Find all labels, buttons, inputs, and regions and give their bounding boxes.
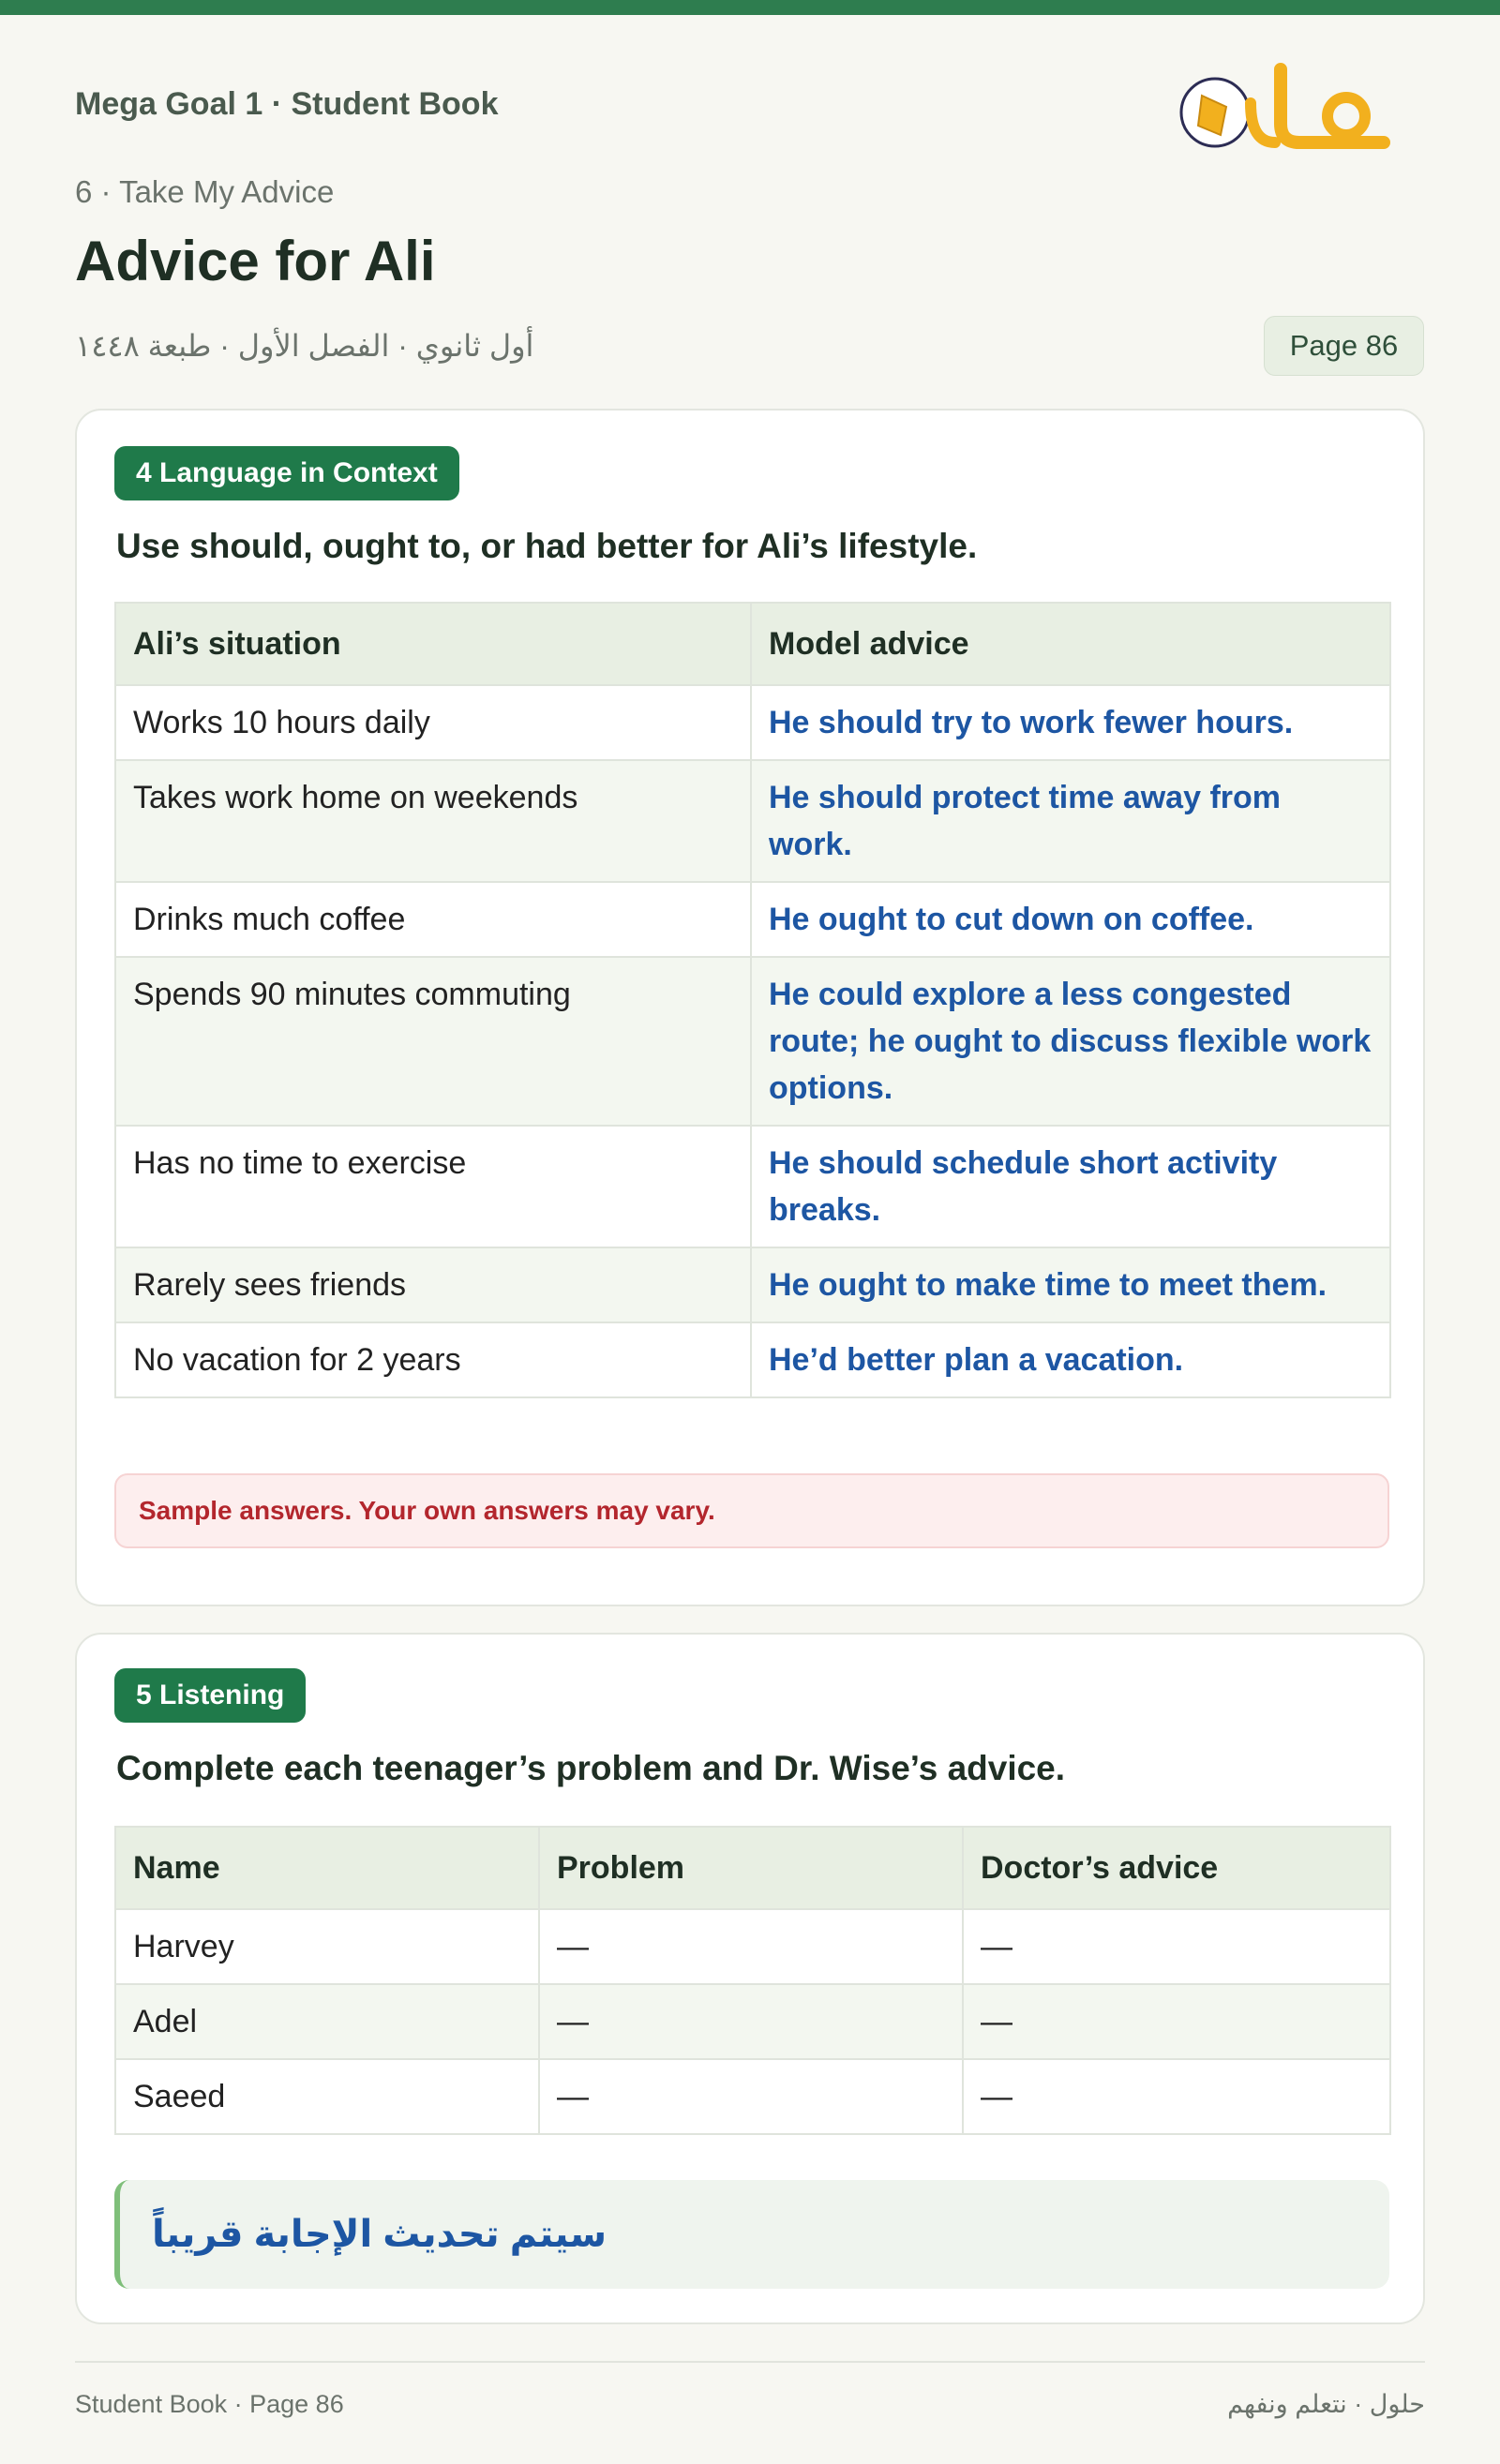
table-row [115,1247,1390,1322]
name-cell: Adel [115,1984,539,2059]
situation-cell: No vacation for 2 years [115,1322,751,1397]
section-badge: 4 Language in Context [114,446,459,500]
pending-answer-text: سيتم تحديث الإجابة قريباً [152,2214,608,2255]
problem-cell: — [539,1909,963,1984]
table-row [115,1322,1390,1397]
advice-cell: — [963,1909,1390,1984]
section-badge: 5 Listening [114,1668,306,1723]
section-instruction: Complete each teenager’s problem and Dr. Wise’s advice. [116,1749,1066,1787]
sample-answers-note: Sample answers. Your own answers may vary. [114,1473,1389,1548]
advice-cell: He’d better plan a vacation. [751,1322,1390,1397]
table-header-row [115,603,1390,685]
situation-cell: Takes work home on weekends [115,760,751,882]
table-row [115,685,1390,760]
name-cell: Saeed [115,2059,539,2134]
section-instruction: Use should, ought to, or had better for Ali’s lifestyle. [116,527,978,565]
advice-table [114,602,1391,1398]
table-row [115,1984,1390,2059]
advice-cell: — [963,2059,1390,2134]
pending-answer-box [114,2180,1389,2289]
situation-cell: Drinks much coffee [115,882,751,957]
footer-divider [75,2361,1425,2363]
unit-label: 6 · Take My Advice [75,174,335,209]
table-row [115,882,1390,957]
page-title: Advice for Ali [75,230,436,292]
book-title: Mega Goal 1 · Student Book [75,86,499,122]
advice-cell: He could explore a less congested route; he ought to discuss flexible work options. [751,957,1390,1126]
advice-cell: — [963,1984,1390,2059]
advice-cell: He ought to make time to meet them. [751,1247,1390,1322]
table-row [115,2059,1390,2134]
page-badge: Page 86 [1264,316,1424,376]
advice-cell: He should try to work fewer hours. [751,685,1390,760]
column-header-problem: Problem [539,1827,963,1909]
table-header-row [115,1827,1390,1909]
column-header-name: Name [115,1827,539,1909]
listening-card [75,1633,1425,2324]
column-header-situation: Ali’s situation [115,603,751,685]
situation-cell: Has no time to exercise [115,1126,751,1247]
situation-cell: Rarely sees friends [115,1247,751,1322]
situation-cell: Works 10 hours daily [115,685,751,760]
grade-meta: أول ثانوي · الفصل الأول · طبعة ١٤٤٨ [75,329,534,363]
problem-cell: — [539,1984,963,2059]
advice-cell: He ought to cut down on coffee. [751,882,1390,957]
name-cell: Harvey [115,1909,539,1984]
listening-table [114,1826,1391,2135]
advice-cell: He should protect time away from work. [751,760,1390,882]
situation-cell: Spends 90 minutes commuting [115,957,751,1126]
table-row [115,760,1390,882]
column-header-doctor-advice: Doctor’s advice [963,1827,1390,1909]
advice-cell: He should schedule short activity breaks. [751,1126,1390,1247]
language-in-context-card [75,409,1425,1606]
footer-brand: حلول · نتعلم ونفهم [1227,2390,1425,2418]
table-row [115,957,1390,1126]
column-header-advice: Model advice [751,603,1390,685]
table-row [115,1909,1390,1984]
top-accent-bar [0,0,1500,15]
table-row [115,1126,1390,1247]
halool-logo[interactable] [1178,58,1412,161]
problem-cell: — [539,2059,963,2134]
footer-page-label: Student Book · Page 86 [75,2390,344,2418]
